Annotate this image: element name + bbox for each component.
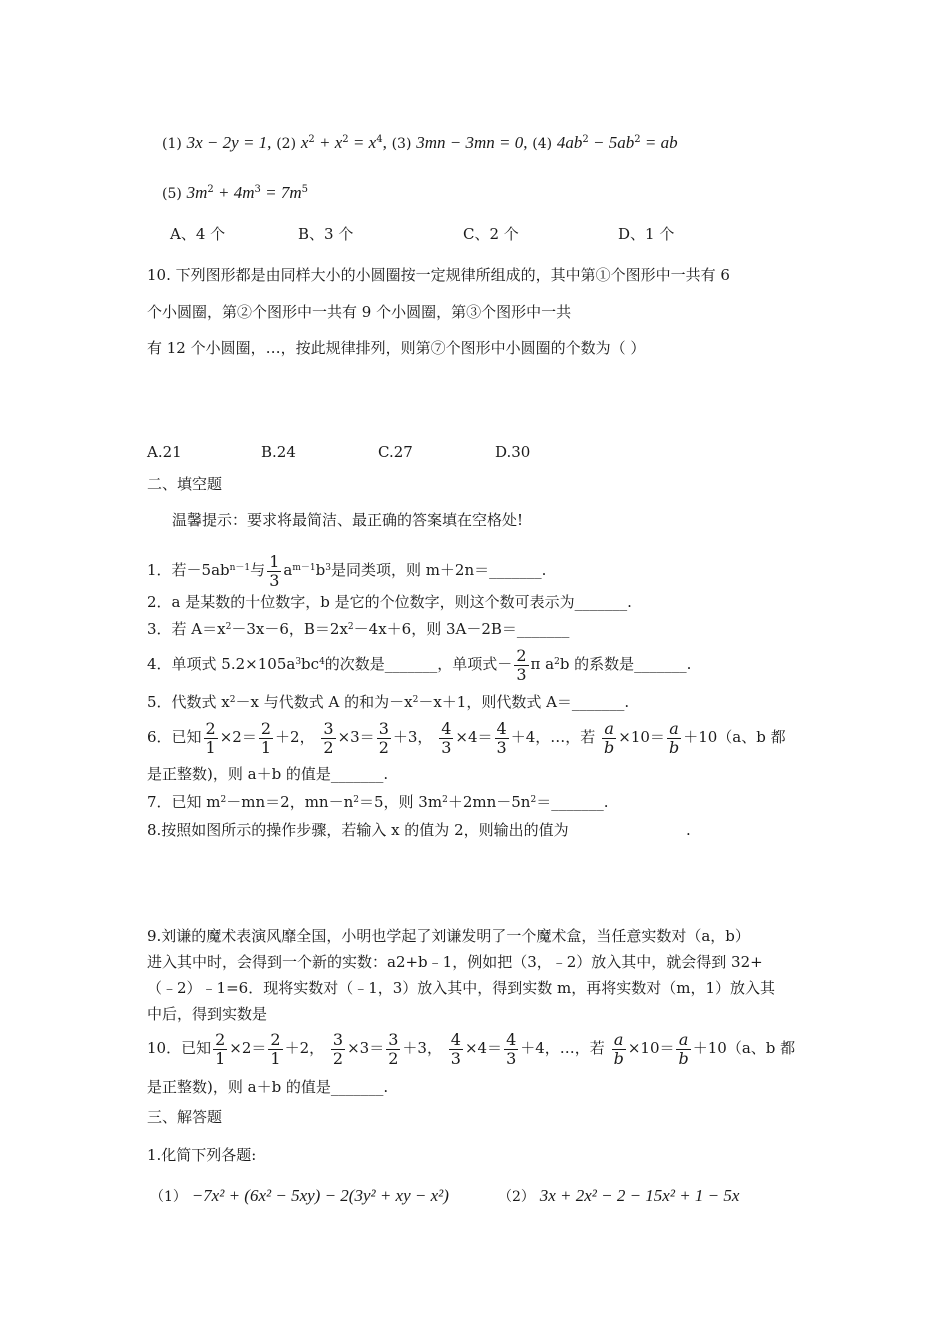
q9-option-a: A、4 个 (170, 225, 226, 243)
fill-4: 4．单项式 $5.2\times 105a^3bc^4$的次数是_______，单项式－ $\frac{2}{3}$ π $a^2b$ 的系数是_______. (147, 645, 692, 684)
fill-7: 7．已知 $m^2-mn=2$，$mn-n^2=5$，则 $3m^2+2mn-5n^2=\_\_\_\_\_\_\_$. (147, 793, 609, 811)
q10-option-c: C.27 (378, 443, 413, 461)
fill-5: 5．代数式 $x^2-x$ 与代数式 A 的和为$-x^2-x+1$，则代数式 A＝_______. (147, 693, 630, 711)
fill-8: 8.按照如图所示的操作步骤，若输入 x 的值为 2，则输出的值为 (147, 821, 569, 839)
fill-9-line2: 进入其中时，会得到一个新的实数：a2+b﹣1，例如把（3，﹣2）放入其中，就会得到 32+ (147, 953, 763, 971)
q10-line2: 个小圆圈，第②个图形中一共有 9 个小圆圈，第③个图形中一共 (147, 303, 572, 321)
q10-option-b: B.24 (261, 443, 296, 461)
fill-6: 6．已知 $\frac{2}{1}$ ×2＝ $\frac{2}{1}$ ＋2， $\frac{3}{2}$ ×3＝ $\frac{3}{2}$ ＋3， $\frac{4}{3}$ ×4＝ $\frac{4}{3}$ ＋4，…，若 $\frac{a}{b}$ ×10＝ $\frac{a}{b}$ ＋10（a、b 都 (147, 718, 786, 757)
q9-option-c: C、2 个 (463, 225, 519, 243)
fill-1: 1．若$-5ab^{n-1}$与 $\frac{1}{3}$ $a^{m-1}b^3$是同类项，则 m＋2n＝_______. (147, 551, 547, 590)
fill-9-line4: 中后，得到实数是 (147, 1005, 268, 1023)
section2-title: 二、填空题 (147, 475, 223, 493)
section3-q1: 1.化简下列各题: (147, 1146, 257, 1164)
q9-option-d: D、1 个 (618, 225, 675, 243)
q10-option-d: D.30 (495, 443, 531, 461)
fill-6-tail: 是正整数)，则 a＋b 的值是_______. (147, 765, 389, 783)
q10-line1: 10. 下列图形都是由同样大小的小圆圈按一定规律所组成的，其中第①个图形中一共有 6 (147, 266, 730, 284)
q10-line3: 有 12 个小圆圈，…，按此规律排列，则第⑦个图形中小圆圈的个数为（ ） (147, 339, 646, 357)
section2-tip: 温馨提示：要求将最简洁、最正确的答案填在空格处! (172, 511, 524, 529)
fill-10-tail: 是正整数)，则 a＋b 的值是_______. (147, 1078, 389, 1096)
fill-3: 3．若 $A=x^2-3x-6$，$B=2x^2-4x+6$，则 3A－2B＝_______ (147, 620, 570, 638)
fill-9-line1: 9.刘谦的魔术表演风靡全国，小明也学起了刘谦发明了一个魔术盒，当任意实数对（a，b） (147, 927, 750, 945)
simplify-1: （1） −7x² + (6x² − 5xy) − 2(3y² + xy − x²) (150, 1186, 449, 1205)
fill-8-end: . (686, 821, 691, 839)
simplify-2: （2） 3x + 2x² − 2 − 15x² + 1 − 5x (498, 1186, 740, 1205)
fill-9-line3: （﹣2）﹣1=6．现将实数对（﹣1，3）放入其中，得到实数 m，再将实数对（m，1）放入其 (147, 979, 776, 997)
fill-2: 2．a 是某数的十位数字，b 是它的个位数字，则这个数可表示为_______. (147, 593, 632, 611)
q9-option-b: B、3 个 (298, 225, 354, 243)
section3-title: 三、解答题 (147, 1108, 223, 1126)
fill-10: 10．已知 $\frac{2}{1}$ ×2＝ $\frac{2}{1}$ ＋2， $\frac{3}{2}$ ×3＝ $\frac{3}{2}$ ＋3， $\frac{4}{3}$ ×4＝ $\frac{4}{3}$ ＋4，…，若 $\frac{a}{b}$ ×10＝ $\frac{a}{b}$ ＋10（a、b 都 (147, 1029, 796, 1068)
q9-items-row2: (5) $3m^2 + 4m^3 = 7m^5$ (162, 183, 309, 202)
q9-items-row1: (1) 3x − 2y = 1, (2) $x^2 + x^2 = x^4$, (3) 3mn − 3mn = 0, (4) $4ab^2 - 5ab^2$ = ab (162, 133, 678, 152)
q10-option-a: A.21 (147, 443, 182, 461)
